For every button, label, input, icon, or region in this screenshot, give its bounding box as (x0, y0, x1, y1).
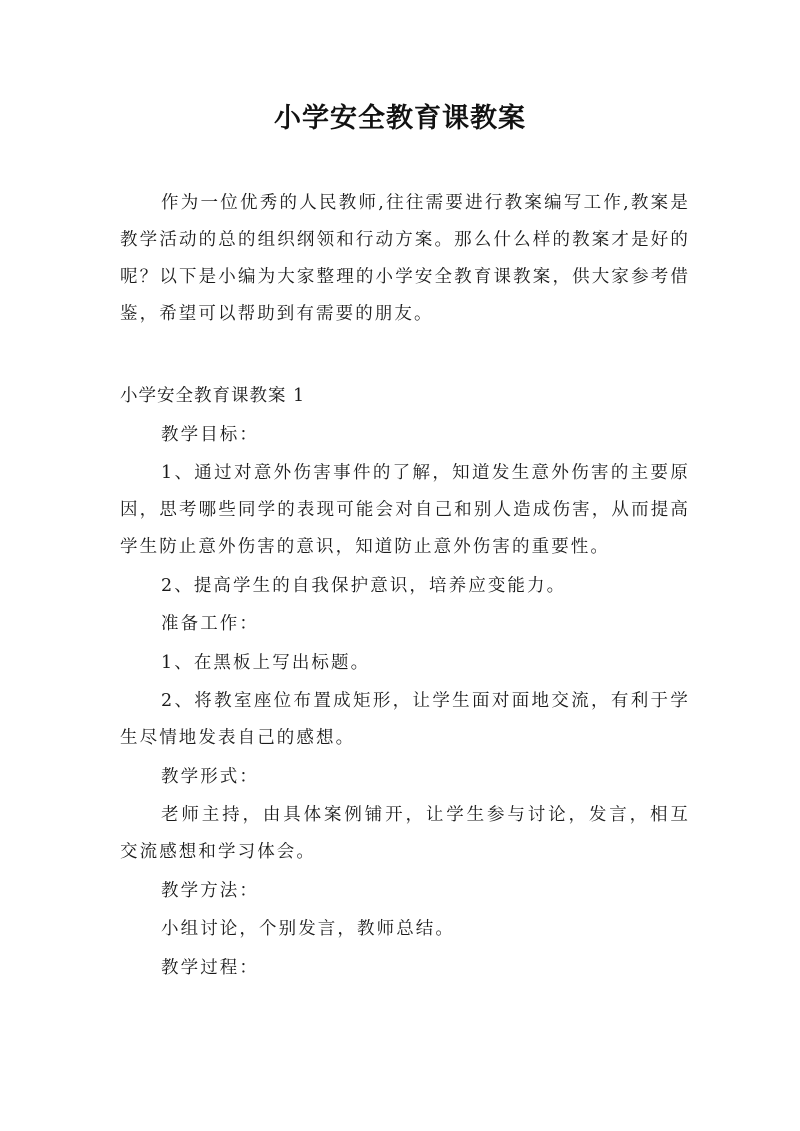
intro-paragraph: 作为一位优秀的人民教师,往往需要进行教案编写工作,教案是教学活动的总的组织纲领和行动方案。那么什么样的教案才是好的呢？以下是小编为大家整理的小学安全教育课教案，供大家参考借鉴，希望可以帮助到有需要的朋友。 (120, 193, 690, 324)
teaching-method-text: 小组讨论，个别发言，教师总结。 (161, 919, 455, 939)
heading-teaching-method: 教学方法： (161, 880, 259, 901)
heading-teaching-form: 教学形式： (161, 766, 259, 787)
section-title: 小学安全教育课教案 1 (120, 386, 306, 406)
preparation-item-2: 2、将教室座位布置成矩形，让学生面对面地交流，有利于学生尽情地发表自己的感想。 (120, 691, 690, 748)
heading-teaching-process: 教学过程： (161, 957, 259, 978)
heading-preparation: 准备工作： (161, 614, 259, 634)
goal-item-1: 1、通过对意外伤害事件的了解，知道发生意外伤害的主要原因，思考哪些同学的表现可能会对自己和别人造成伤害，从而提高学生防止意外伤害的意识，知道防止意外伤害的重要性。 (120, 463, 690, 557)
teaching-form-text: 老师主持，由具体案例铺开，让学生参与讨论，发言，相互交流感想和学习体会。 (120, 805, 690, 862)
document-title: 小学安全教育课教案 (274, 103, 526, 134)
lesson-plan-section (120, 378, 690, 987)
preparation-item-1: 1、在黑板上写出标题。 (161, 652, 371, 673)
heading-teaching-goals: 教学目标： (161, 424, 259, 445)
goal-item-2: 2、提高学生的自我保护意识，培养应变能力。 (161, 575, 567, 596)
